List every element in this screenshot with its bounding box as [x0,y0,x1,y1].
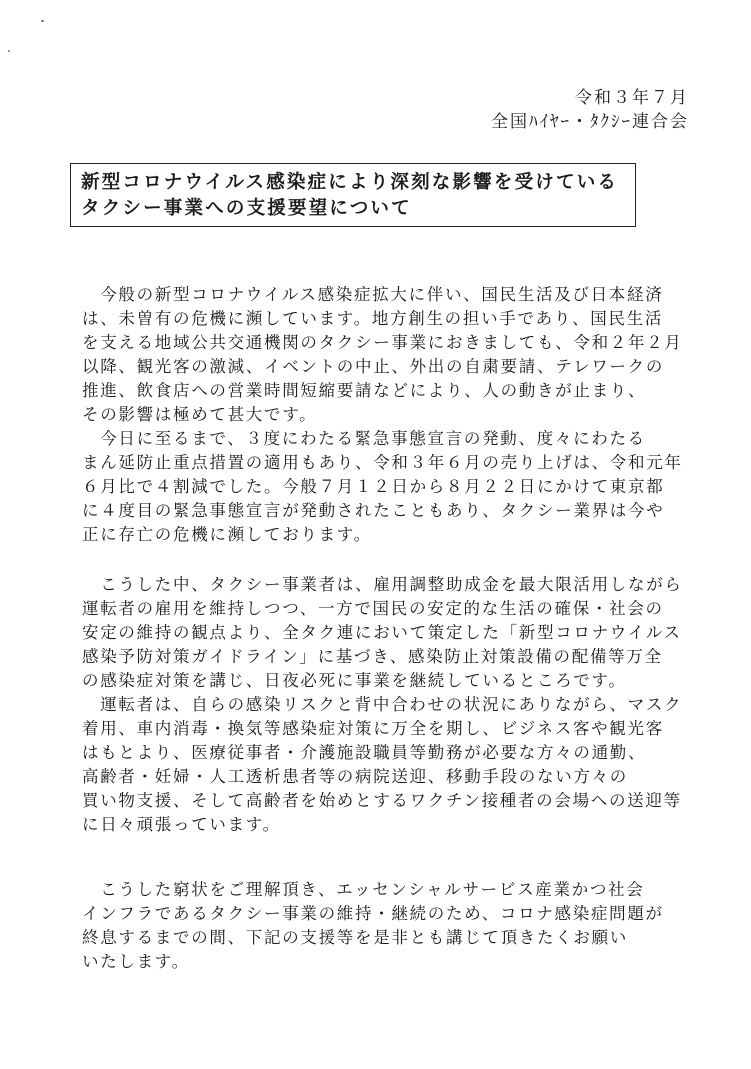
text-line: 運転者は、自らの感染リスクと背中合わせの状況にありながら、マスク [82,695,683,714]
title-line-2: タクシー事業への支援要望について [81,198,412,219]
text-line: 推進、飲食店への営業時間短縮要請などにより、人の動きが止まり、 [82,381,647,400]
scan-speck [8,50,10,52]
text-line: 終息するまでの間、下記の支援等を是非とも講じて頂きたくお願い [82,928,628,947]
text-line: こうした窮状をご理解頂き、エッセンシャルサービス産業かつ社会 [82,880,645,899]
text-line: に４度目の緊急事態宣言が発動されたこともあり、タクシー業界は今や [82,501,665,520]
body-paragraph-3 [82,878,702,974]
text-line: 今日に至るまで、３度にわたる緊急事態宣言の発動、度々にわたる [82,429,646,448]
body-paragraph-1 [82,283,702,547]
text-line: に日々頑張っています。 [82,815,281,834]
document-title-box [70,163,636,227]
text-line: の感染症対策を講じ、日夜必死に事業を継続しているところです。 [82,671,627,690]
text-line: こうした中、タクシー事業者は、雇用調整助成金を最大限活用しながら [82,575,683,594]
text-line: 正に存亡の危機に瀕しております。 [82,525,372,544]
text-line: 安定の維持の観点より、全タク連において策定した「新型コロナウイルス [82,623,682,642]
document-date: 令和３年７月 [575,88,689,108]
text-line: 以降、観光客の激減、イベントの中止、外出の自粛要請、テレワークの [82,357,665,376]
text-line: を支える地域公共交通機関のタクシー事業におきましても、令和２年２月 [82,333,683,352]
text-line: は、未曽有の危機に瀕しています。地方創生の担い手であり、国民生活 [82,309,664,328]
document-header [491,86,689,134]
text-line: いたします。 [82,952,190,971]
text-line: インフラであるタクシー事業の維持・継続のため、コロナ感染症問題が [82,904,664,923]
issuing-organization: 全国ﾊｲﾔｰ・ﾀｸｼｰ連合会 [491,112,689,132]
text-line: 着用、車内消毒・換気等感染症対策に万全を期し、ビジネス客や観光客 [82,719,664,738]
scan-speck [41,20,44,22]
title-line-1: 新型コロナウイルス感染症により深刻な影響を受けている [81,172,619,193]
text-line: 今般の新型コロナウイルス感染症拡大に伴い、国民生活及び日本経済 [82,285,664,304]
text-line: 感染予防対策ガイドライン」に基づき、感染防止対策設備の配備等万全 [82,647,663,666]
body-paragraph-2 [82,573,702,837]
text-line: 運転者の雇用を維持しつつ、一方で国民の安定的な生活の確保・社会の [82,599,664,618]
text-line: まん延防止重点措置の適用もあり、令和３年６月の売り上げは、令和元年 [82,453,683,472]
text-line: その影響は極めて甚大です。 [82,405,318,424]
text-line: はもとより、医療従事者・介護施設職員等勤務が必要な方々の通勤、 [82,743,647,762]
text-line: 買い物支援、そして高齢者を始めとするワクチン接種者の会場への送迎等 [82,791,682,810]
text-line: ６月比で４割減でした。今般７月１２日から８月２２日にかけて東京都 [82,477,665,496]
text-line: 高齢者・妊婦・人工透析患者等の病院送迎、移動手段のない方々の [82,767,628,786]
